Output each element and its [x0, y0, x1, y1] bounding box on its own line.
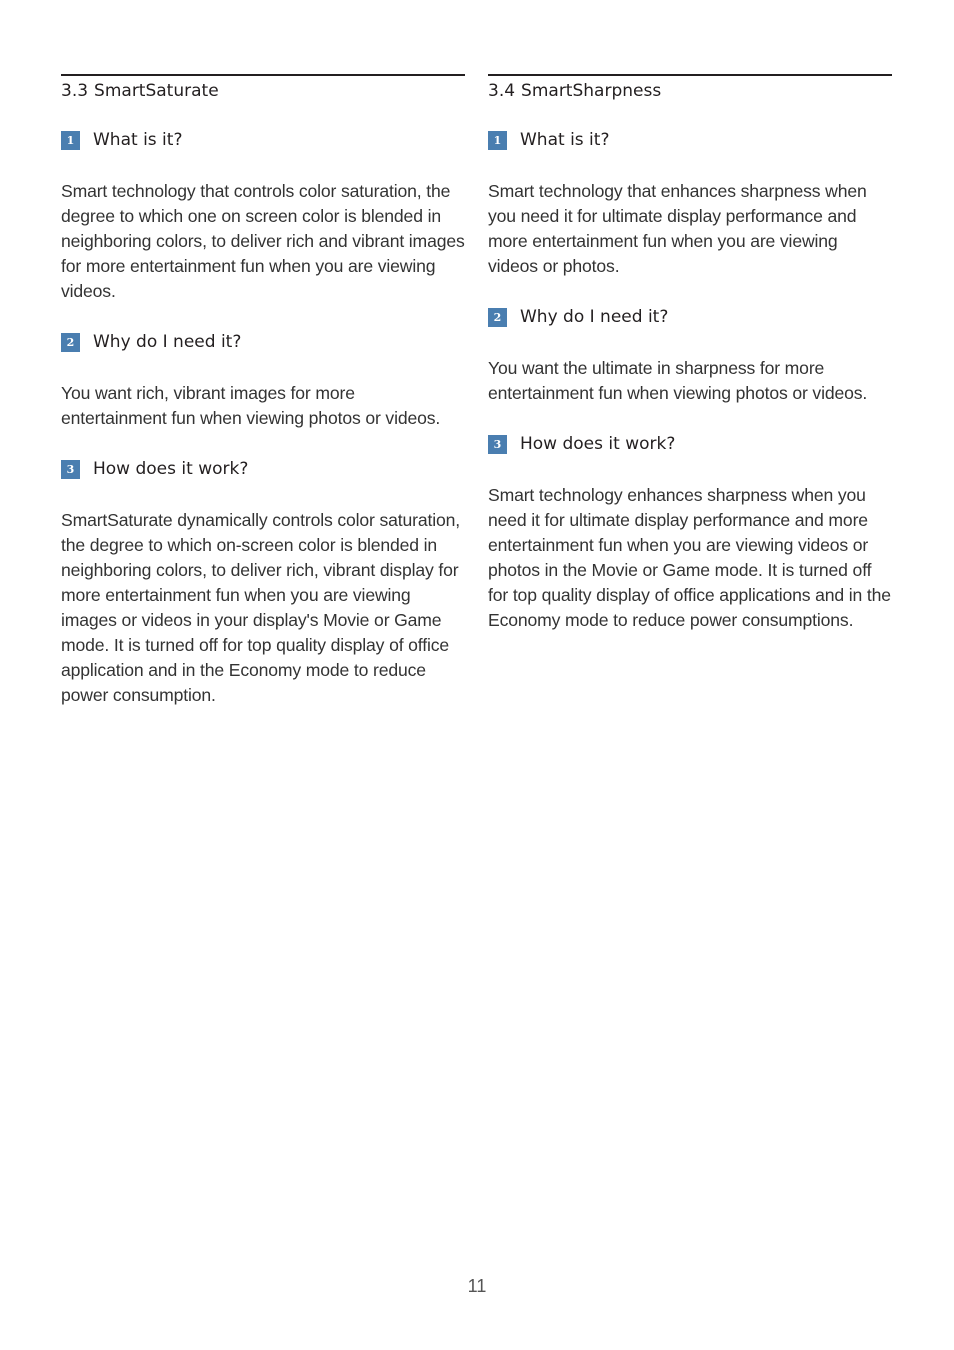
subhead-why-do-i-need-it [61, 331, 465, 353]
paragraph: Smart technology that controls color saturation, the degree to which one on screen color is blended in neighboring colors, to deliver rich and vibrant images for more entertainment fun when you are viewing videos. [61, 181, 465, 301]
subhead-text: Why do I need it? [520, 307, 669, 327]
paragraph: SmartSaturate dynamically controls color saturation, the degree to which on-screen color is blended in neighboring colors, to deliver rich, vibrant display for more entertainment fun when you are viewing images or videos in your display's Movie or Game mode. It is turned off for top quality display of office application and in the Economy mode to reduce power consumption. [61, 510, 460, 705]
section-number: 3.3 [61, 81, 89, 101]
subhead-why-do-i-need-it [488, 306, 892, 328]
left-column [61, 74, 465, 708]
section-title-smartsaturate [61, 74, 465, 102]
step-badge: 1 [61, 131, 80, 150]
subhead-text: How does it work? [520, 434, 676, 454]
paragraph: Smart technology that enhances sharpness when you need it for ultimate display performance and more entertainment fun when you are viewing videos or photos. [488, 181, 867, 276]
subhead-how-does-it-work [488, 433, 892, 455]
section-title-text: SmartSharpness [521, 81, 662, 101]
section-title-text: SmartSaturate [94, 81, 219, 101]
paragraph: Smart technology enhances sharpness when you need it for ultimate display performance and more entertainment fun when you are viewing videos or photos in the Movie or Game mode. It is turned off for top quality display of office applications and in the Economy mode to reduce power consumptions. [488, 485, 891, 630]
step-badge: 3 [61, 460, 80, 479]
subhead-how-does-it-work [61, 458, 465, 480]
subhead-text: What is it? [520, 130, 610, 150]
subhead-text: What is it? [93, 130, 183, 150]
right-column [488, 74, 892, 633]
step-badge: 2 [488, 308, 507, 327]
paragraph: You want rich, vibrant images for more entertainment fun when viewing photos or videos. [61, 383, 441, 428]
subhead-text: How does it work? [93, 459, 249, 479]
subhead-text: Why do I need it? [93, 332, 242, 352]
step-badge: 3 [488, 435, 507, 454]
section-title-smartsharpness [488, 74, 892, 102]
subhead-what-is-it [61, 129, 465, 151]
paragraph: You want the ultimate in sharpness for more entertainment fun when viewing photos or videos. [488, 358, 868, 403]
section-number: 3.4 [488, 81, 516, 101]
subhead-what-is-it [488, 129, 892, 151]
step-badge: 2 [61, 333, 80, 352]
step-badge: 1 [488, 131, 507, 150]
page-number: 11 [467, 1276, 487, 1296]
